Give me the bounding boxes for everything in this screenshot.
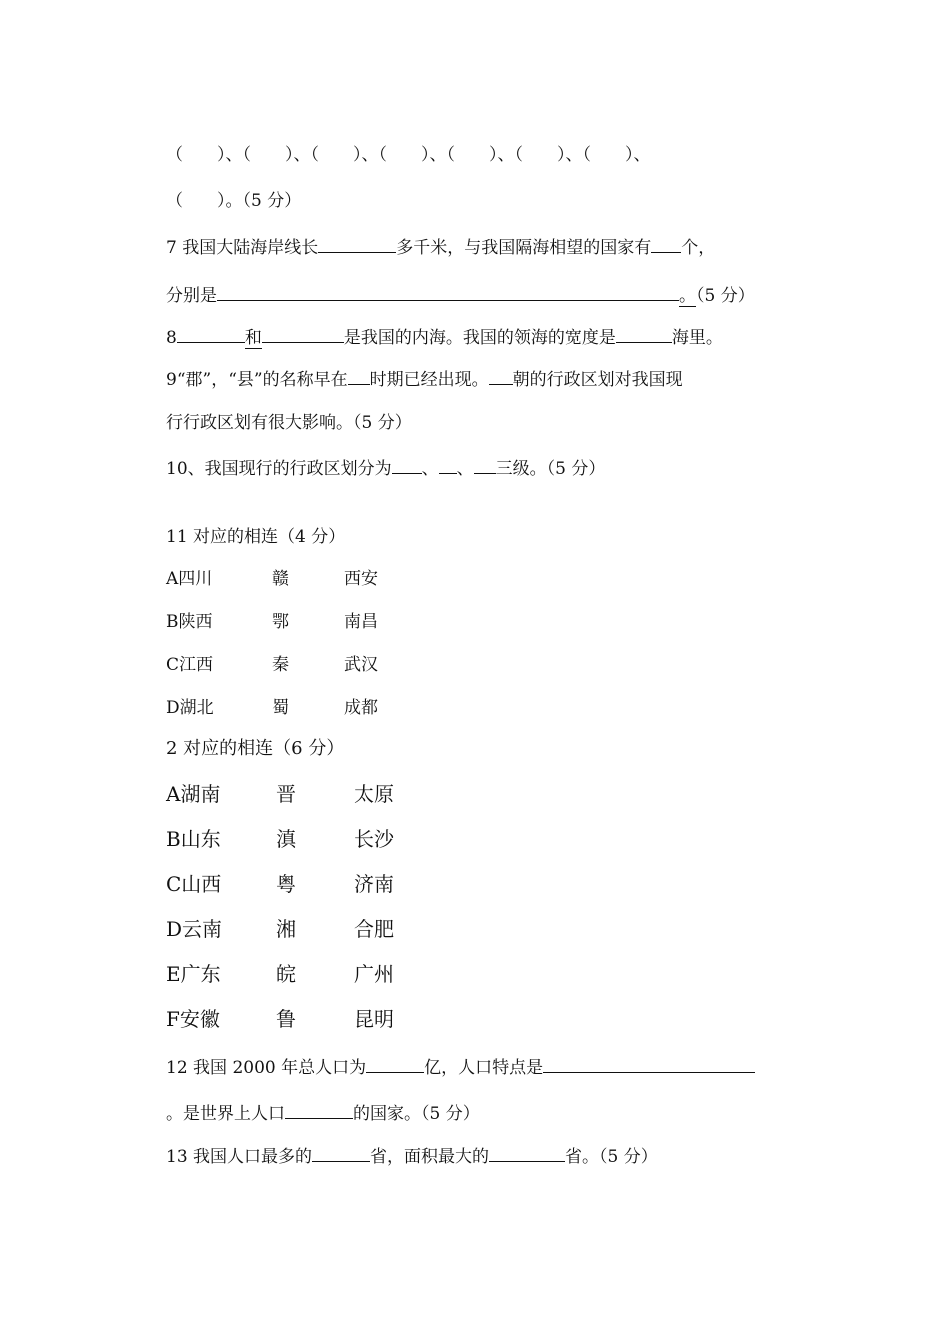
q11-province: C江西 — [166, 655, 214, 675]
q2-capital: 合肥 — [354, 917, 394, 941]
q2-capital: 太原 — [354, 782, 394, 806]
q2-province: F安徽 — [166, 1007, 220, 1031]
q8-text-c: 是我国的内海。我国的领海的宽度是 — [343, 328, 616, 348]
q11-province: B陕西 — [166, 612, 213, 632]
q11-province: A四川 — [166, 569, 213, 589]
q2-abbr: 滇 — [276, 827, 296, 851]
q13-text-b: 省，面积最大的 — [370, 1147, 490, 1167]
q7-line2 — [166, 282, 755, 307]
q12-text-b: 亿，人口特点是 — [424, 1058, 544, 1078]
q6-blanks-line2: （ ）。（5 分） — [166, 191, 302, 211]
q12-blank-population[interactable] — [366, 1054, 424, 1073]
q2-province: C山西 — [166, 872, 222, 896]
q11-abbr: 赣 — [272, 569, 289, 589]
q12-text-d: 的国家。（5 分） — [353, 1104, 480, 1124]
q8-blank-width[interactable] — [616, 324, 672, 343]
q9-text-b: 时期已经出现。 — [369, 370, 489, 390]
q10-blank-1[interactable] — [392, 455, 422, 474]
q10-text-c: 、 — [456, 459, 474, 479]
q12-text-a: 12 我国 2000 年总人口为 — [166, 1058, 367, 1078]
q2-capital: 昆明 — [354, 1007, 394, 1031]
q2-abbr: 粤 — [276, 872, 296, 896]
q12-blank-density[interactable] — [285, 1100, 353, 1119]
q10-blank-3[interactable] — [474, 455, 496, 474]
q11-province: D湖北 — [166, 698, 214, 718]
q9-text-c: 朝的行政区划对我国现 — [512, 370, 683, 390]
q6-blanks-line1: （ ）、（ ）、（ ）、（ ）、（ ）、（ ）、（ ）、 — [166, 145, 651, 165]
q2-province: D云南 — [166, 917, 223, 941]
q11-abbr: 蜀 — [272, 698, 289, 718]
q7-text-a: 7 我国大陆海岸线长 — [166, 238, 319, 258]
q11-capital: 成都 — [344, 698, 378, 718]
q7-text-b: 多千米，与我国隔海相望的国家有 — [396, 238, 652, 258]
q2-abbr: 皖 — [276, 962, 296, 986]
q9-blank-period[interactable] — [348, 366, 370, 385]
q12-text-c: 。是世界上人口 — [166, 1104, 285, 1124]
q11-capital: 武汉 — [344, 655, 378, 675]
q2-province: A湖南 — [166, 782, 221, 806]
q11-abbr: 秦 — [272, 655, 289, 675]
q13-text-a: 13 我国人口最多的 — [166, 1147, 313, 1167]
q9-text-a: 9“郡”，“县”的名称早在 — [166, 370, 348, 390]
q13-text-c: 省。（5 分） — [565, 1147, 658, 1167]
q2-province: B山东 — [166, 827, 221, 851]
q7-text-d: 分别是 — [166, 286, 217, 306]
q12-line2 — [166, 1100, 480, 1125]
q7-text-e: 。 — [679, 286, 696, 306]
q2-abbr: 晋 — [276, 782, 296, 806]
q2-title: 2 对应的相连（6 分） — [166, 738, 345, 759]
q13-blank-largest[interactable] — [489, 1143, 565, 1162]
q7-blank-count[interactable] — [651, 234, 681, 253]
q7-text-f: （5 分） — [696, 286, 755, 306]
q12-blank-feature[interactable] — [543, 1054, 755, 1073]
q11-abbr: 鄂 — [272, 612, 289, 632]
q7-blank-countries[interactable] — [217, 282, 679, 301]
q8-text-d: 海里。 — [671, 328, 723, 348]
q13-blank-most-populous[interactable] — [312, 1143, 370, 1162]
q8-line — [166, 324, 723, 349]
q10-blank-2[interactable] — [439, 455, 457, 474]
q11-capital: 南昌 — [344, 612, 378, 632]
q11-title: 11 对应的相连（4 分） — [166, 527, 346, 547]
q8-blank-sea1[interactable] — [177, 324, 245, 343]
q8-text-b: 和 — [244, 328, 262, 348]
q10-text-a: 10、我国现行的行政区划分为 — [166, 459, 392, 479]
q9-blank-dynasty[interactable] — [489, 366, 513, 385]
q9-line2: 行行政区划有很大影响。（5 分） — [166, 413, 412, 433]
q13-line — [166, 1143, 658, 1168]
q10-text-d: 三级。（5 分） — [495, 459, 606, 479]
q8-text-a: 8 — [166, 328, 177, 348]
q7-blank-coastline[interactable] — [318, 234, 396, 253]
q2-capital: 广州 — [354, 962, 394, 986]
q8-blank-sea2[interactable] — [262, 324, 344, 343]
q9-line1 — [166, 366, 683, 391]
q2-province: E广东 — [166, 962, 221, 986]
q2-capital: 长沙 — [354, 827, 394, 851]
q11-capital: 西安 — [344, 569, 378, 589]
q2-abbr: 湘 — [276, 917, 296, 941]
q7-text-c: 个， — [681, 238, 716, 258]
q10-text-b: 、 — [421, 459, 439, 479]
q2-abbr: 鲁 — [276, 1007, 296, 1031]
q12-line1 — [166, 1054, 755, 1079]
q10-line — [166, 455, 605, 480]
q7-line1 — [166, 234, 715, 259]
q2-capital: 济南 — [354, 872, 394, 896]
